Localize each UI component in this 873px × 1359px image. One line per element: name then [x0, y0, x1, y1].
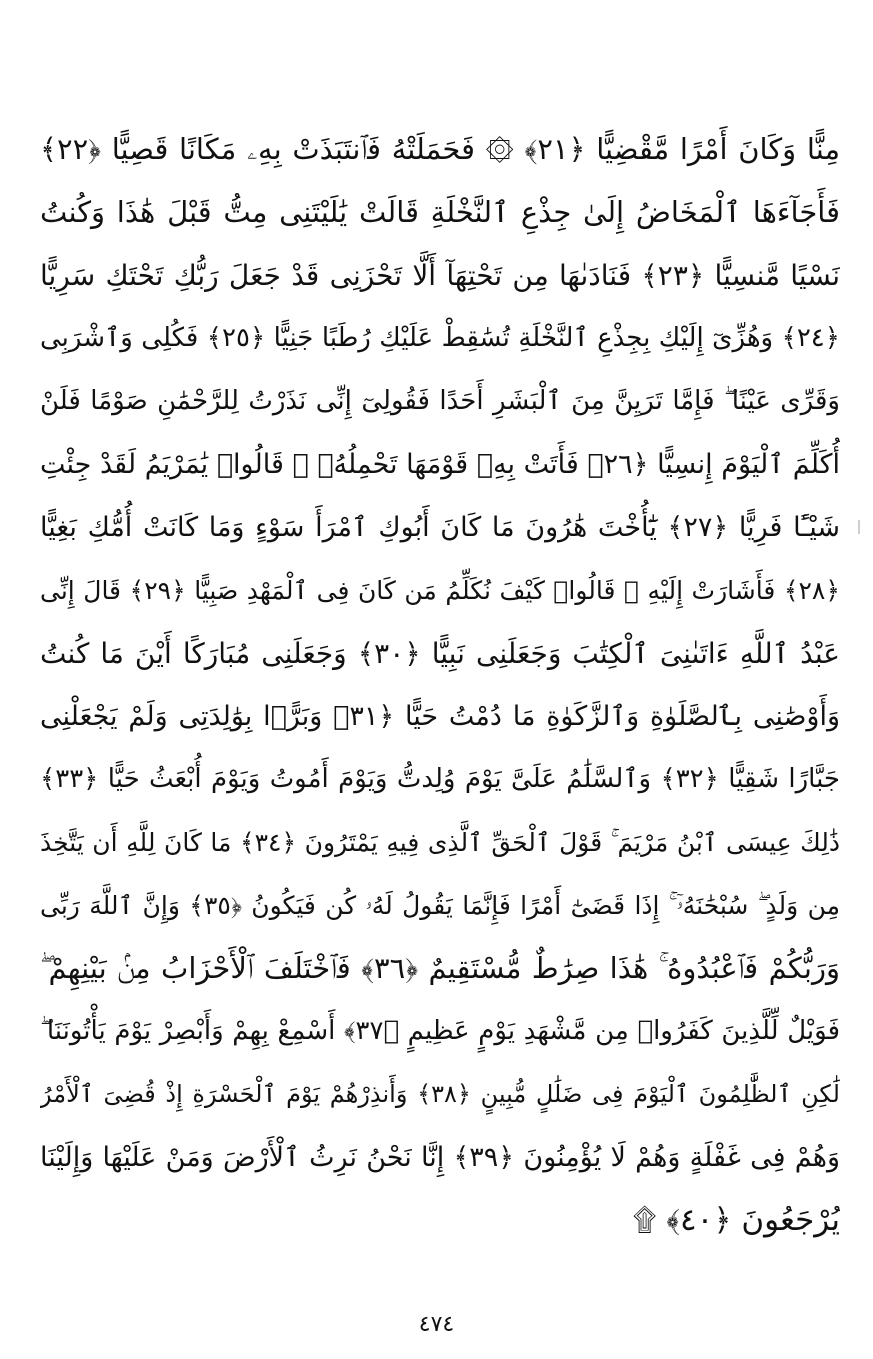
text-line: ذَٰلِكَ عِيسَى ٱبْنُ مَرْيَمَ ۚ قَوْلَ ٱلْحَقِّ ٱلَّذِى فِيهِ يَمْتَرُونَ ﴿٣٤﴾ مَا كَانَ لِلَّهِ أَن يَتَّخِذَ	[40, 828, 840, 857]
text-line: مِنًّا وَكَانَ أَمْرًا مَّقْضِيًّا ﴿٢١﴾ ۞ فَحَمَلَتْهُ فَٱنتَبَذَتْ بِهِۦ مَكَانًا قَصِيًّا ﴿٢٢﴾	[40, 132, 840, 166]
quran-text-block	[40, 118, 840, 1252]
text-line: وَهُمْ فِى غَفْلَةٍ وَهُمْ لَا يُؤْمِنُونَ ﴿٣٩﴾ إِنَّا نَحْنُ نَرِثُ ٱلْأَرْضَ وَمَنْ عَلَيْهَا وَإِلَيْنَا	[40, 1142, 840, 1173]
text-line: أُكَلِّمَ ٱلْيَوْمَ إِنسِيًّا ﴿٢٦﴾ فَأَتَتْ بِهِۦ قَوْمَهَا تَحْمِلُهُۥ ۖ قَالُوا۟ يَٰمَرْيَمُ لَقَدْ جِئْتِ	[40, 449, 840, 480]
text-line: وَقَرِّى عَيْنًا ۖ فَإِمَّا تَرَيِنَّ مِنَ ٱلْبَشَرِ أَحَدًا فَقُولِىٓ إِنِّى نَذَرْتُ لِلرَّحْمَٰنِ صَوْمًا فَلَنْ	[40, 386, 840, 416]
text-line: وَرَبُّكُمْ فَٱعْبُدُوهُ ۚ هَٰذَا صِرَٰطٌ مُّسْتَقِيمٌ ﴿٣٦﴾ فَٱخْتَلَفَ ٱلْأَحْزَابُ مِنۢ بَيْنِهِمْ ۖ	[40, 951, 840, 985]
text-line: فَوَيْلٌ لِّلَّذِينَ كَفَرُوا۟ مِن مَّشْهَدِ يَوْمٍ عَظِيمٍ ﴿٣٧﴾ أَسْمِعْ بِهِمْ وَأَبْصِرْ يَوْمَ يَأْتُونَنَا ۖ	[40, 1016, 840, 1046]
text-line: وَأَوْصَٰنِى بِٱلصَّلَوٰةِ وَٱلزَّكَوٰةِ مَا دُمْتُ حَيًّا ﴿٣١﴾ وَبَرًّۢا بِوَٰلِدَتِى وَلَمْ يَجْعَلْنِى	[40, 701, 840, 732]
scan-artifact	[858, 520, 860, 534]
text-line: جَبَّارًا شَقِيًّا ﴿٣٢﴾ وَٱلسَّلَٰمُ عَلَىَّ يَوْمَ وُلِدتُّ وَيَوْمَ أَمُوتُ وَيَوْمَ أُبْعَثُ حَيًّا ﴿٣٣﴾	[40, 764, 840, 794]
text-line: لَٰكِنِ ٱلظَّٰلِمُونَ ٱلْيَوْمَ فِى ضَلَٰلٍ مُّبِينٍ ﴿٣٨﴾ وَأَنذِرْهُمْ يَوْمَ ٱلْحَسْرَةِ إِذْ قُضِىَ ٱلْأَمْرُ	[40, 1080, 840, 1108]
text-line: ﴿٢٨﴾ فَأَشَارَتْ إِلَيْهِ ۖ قَالُوا۟ كَيْفَ نُكَلِّمُ مَن كَانَ فِى ٱلْمَهْدِ صَبِيًّا ﴿٢٩﴾ قَالَ إِنِّى	[40, 576, 840, 605]
text-line: مِن وَلَدٍ ۖ سُبْحَٰنَهُۥٓ ۚ إِذَا قَضَىٰٓ أَمْرًا فَإِنَّمَا يَقُولُ لَهُۥ كُن فَيَكُونُ ﴿٣٥﴾ وَإِنَّ ٱللَّهَ رَبِّى	[40, 891, 840, 920]
text-line: يُرْجَعُونَ ﴿٤٠﴾ ۩	[632, 1202, 840, 1238]
text-line: ﴿٢٤﴾ وَهُزِّىٓ إِلَيْكِ بِجِذْعِ ٱلنَّخْلَةِ تُسَٰقِطْ عَلَيْكِ رُطَبًا جَنِيًّا ﴿٢٥﴾ فَكُلِى وَٱشْرَبِى	[40, 323, 840, 353]
text-line: عَبْدُ ٱللَّهِ ءَاتَىٰنِىَ ٱلْكِتَٰبَ وَجَعَلَنِى نَبِيًّا ﴿٣٠﴾ وَجَعَلَنِى مُبَارَكًا أَيْنَ مَا كُنتُ	[40, 637, 840, 670]
page-number: ٤٧٤	[418, 1312, 455, 1337]
text-line: فَأَجَآءَهَا ٱلْمَخَاضُ إِلَىٰ جِذْعِ ٱلنَّخْلَةِ قَالَتْ يَٰلَيْتَنِى مِتُّ قَبْلَ هَٰذَا وَكُنتُ	[40, 195, 840, 229]
text-line: نَسْيًا مَّنسِيًّا ﴿٢٣﴾ فَنَادَىٰهَا مِن تَحْتِهَآ أَلَّا تَحْزَنِى قَدْ جَعَلَ رَبُّكِ تَحْتَكِ سَرِيًّا	[40, 259, 840, 292]
text-line: شَيْـًٔا فَرِيًّا ﴿٢٧﴾ يَٰٓأُخْتَ هَٰرُونَ مَا كَانَ أَبُوكِ ٱمْرَأَ سَوْءٍ وَمَا كَانَتْ أُمُّكِ بَغِيًّا	[40, 512, 840, 543]
